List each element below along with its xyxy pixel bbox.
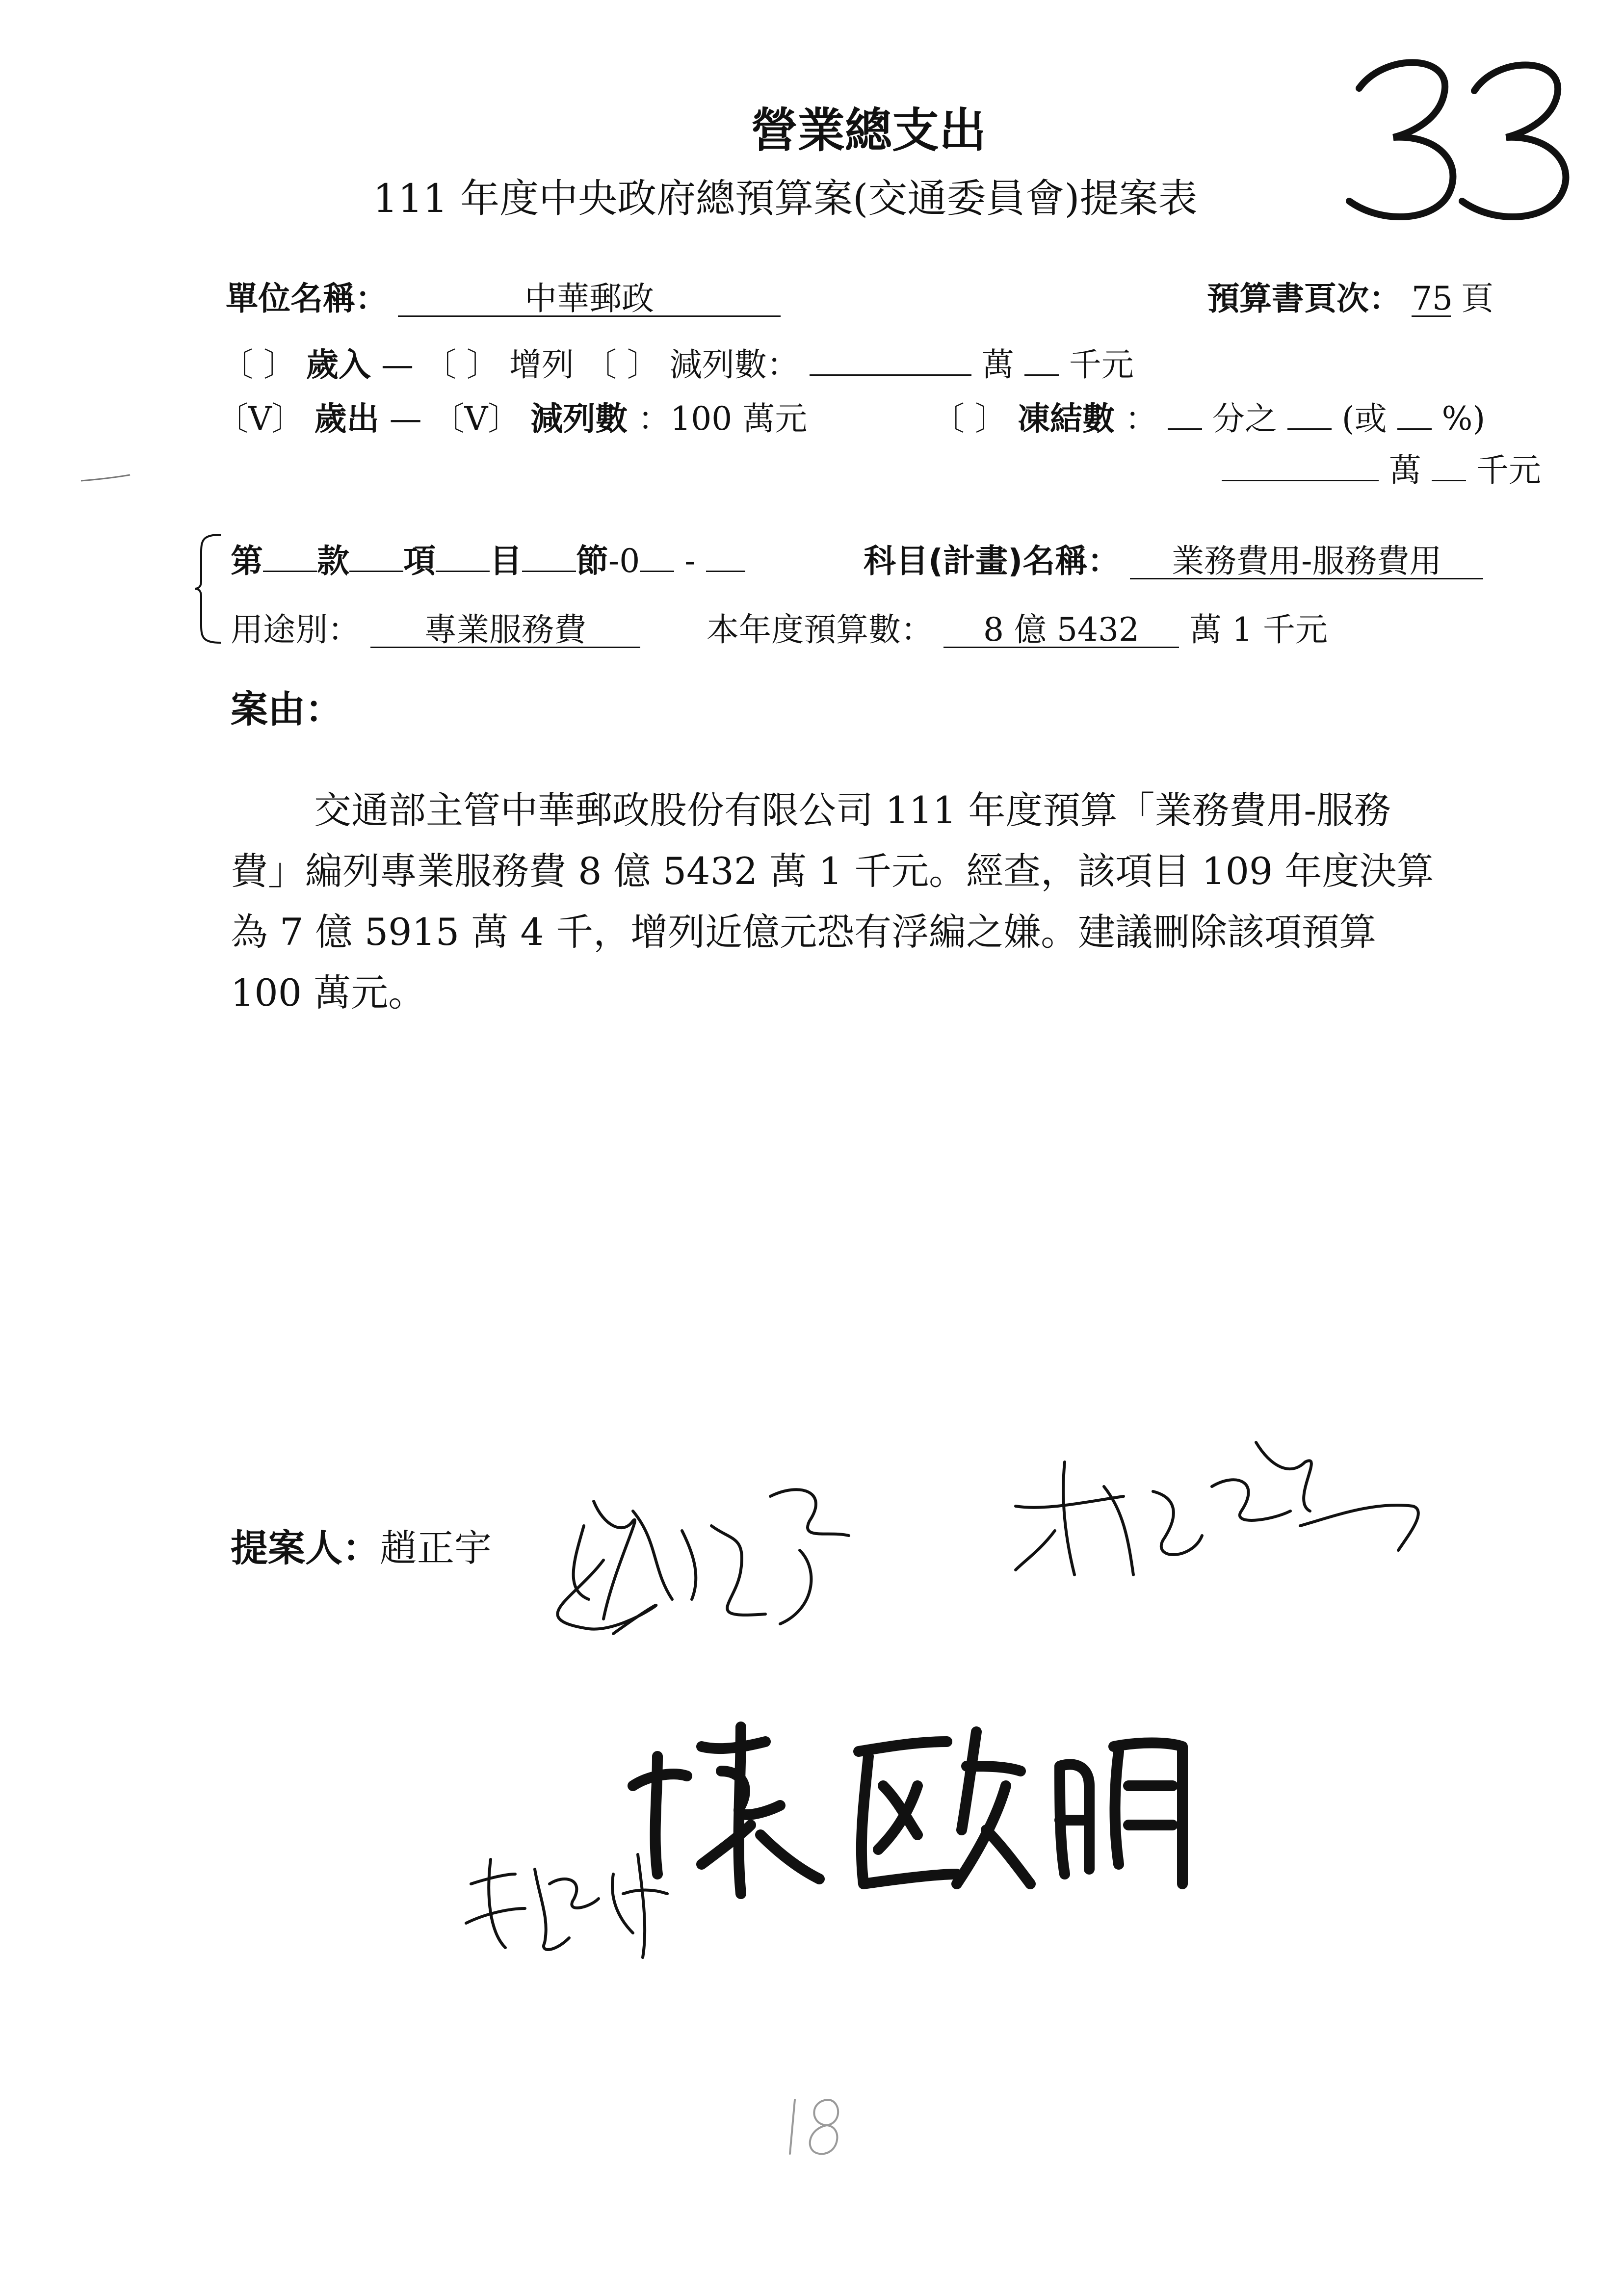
use-row [231, 603, 640, 650]
section-blank [263, 571, 317, 572]
subject-value: 業務費用-服務費用 [1130, 544, 1483, 579]
section-blank [706, 571, 745, 572]
freeze-colon: ： [1125, 400, 1157, 438]
reason-label: 案由： [231, 687, 342, 731]
income-decrease-label: 減列數： [669, 346, 799, 384]
income-increase-label: 增列 [509, 346, 574, 384]
income-row [221, 339, 1134, 385]
pencil-note [780, 2090, 849, 2164]
form-subtitle: 111 年度中央政府總預算案(交通委員會)提案表 [373, 176, 1198, 221]
section-tail: - [684, 542, 696, 580]
freeze-wan: 萬 [1388, 451, 1421, 489]
page-ref-suffix: 頁 [1461, 280, 1493, 317]
section-bracket [194, 532, 223, 645]
use-label: 用途別： [231, 611, 360, 649]
section-blank [436, 571, 490, 572]
budget-value: 8 億 5432 [943, 613, 1179, 648]
section-row [231, 535, 745, 581]
freeze-row-amount [1222, 444, 1541, 491]
income-qian-blank [1024, 374, 1059, 376]
section-blank [640, 571, 674, 572]
page-ref-value: 75 [1411, 280, 1453, 317]
section-blank [349, 571, 403, 572]
signature-4 [466, 1854, 667, 1957]
freeze-percent: %) [1441, 400, 1486, 438]
page-ref-label: 預算書頁次： [1207, 280, 1401, 317]
expense-checkbox: 〔V〕 [216, 400, 304, 438]
income-label: 歲入 [306, 346, 371, 384]
income-unit: 千元 [1069, 346, 1134, 384]
freeze-label: 凍結數 [1017, 400, 1115, 438]
budget-row [707, 603, 1328, 650]
freeze-qian-blank [1432, 480, 1466, 481]
expense-decrease-value: ：100 萬元 [638, 400, 808, 438]
freeze-checkbox: 〔 〕 [932, 400, 1007, 438]
use-value: 專業服務費 [370, 613, 640, 648]
reason-body [231, 780, 1438, 1023]
page-ref [1207, 272, 1493, 319]
unit-label: 單位名稱： [226, 280, 388, 317]
freeze-paren-open: (或 [1341, 400, 1387, 438]
freeze-unit: 千元 [1476, 451, 1541, 489]
expense-label: 歲出 [314, 400, 379, 438]
section-blank [522, 571, 576, 572]
proposer-label: 提案人： [231, 1526, 380, 1570]
freeze-fraction-blank [1168, 428, 1202, 430]
income-checkbox: 〔 〕 [221, 346, 296, 384]
income-amount-blank [810, 374, 971, 376]
unit-row [226, 272, 781, 319]
freeze-fraction-blank-2 [1287, 428, 1332, 430]
income-increase-checkbox: 〔 〕 [423, 346, 499, 384]
signature-3 [633, 1727, 1182, 1894]
section-jie-value: -0 [608, 542, 640, 580]
income-decrease-checkbox: 〔 〕 [584, 346, 659, 384]
expense-decrease-checkbox: 〔V〕 [432, 400, 521, 438]
section-xiang: 項 [403, 542, 436, 580]
subject-row [864, 535, 1483, 581]
expense-dash: — [389, 400, 422, 438]
freeze-percent-blank [1397, 428, 1432, 430]
freeze-row [932, 392, 1485, 439]
section-kuan: 款 [317, 542, 349, 580]
proposer-name: 趙正宇 [380, 1526, 492, 1570]
signature-1 [557, 1489, 849, 1634]
section-di: 第 [231, 542, 263, 580]
budget-suffix: 萬 1 千元 [1189, 611, 1328, 649]
section-jie: 節 [576, 542, 608, 580]
scan-mark [79, 471, 132, 486]
income-wan: 萬 [981, 346, 1014, 384]
signature-2 [1016, 1442, 1418, 1575]
reason-text: 交通部主管中華郵政股份有限公司 111 年度預算「業務費用-服務費」編列專業服務費 8 億 5432 萬 1 千元。經查，該項目 109 年度決算為 7 億 5915 萬 4 千，增列近億元恐有浮編之嫌。建議刪除該項預算 100 萬元。 [231, 788, 1434, 1015]
income-dash: — [381, 346, 414, 384]
freeze-fraction-text: 分之 [1212, 400, 1277, 438]
expense-decrease-label: 減列數 [530, 400, 628, 438]
subject-label: 科目(計畫)名稱： [864, 542, 1120, 580]
section-mu: 目 [490, 542, 522, 580]
form-title: 營業總支出 [751, 103, 986, 158]
handwritten-signatures [427, 1413, 1506, 2002]
freeze-wan-blank [1222, 480, 1379, 481]
unit-value: 中華郵政 [398, 282, 781, 317]
expense-row [216, 392, 807, 439]
budget-label: 本年度預算數： [707, 611, 933, 649]
handwritten-page-number [1339, 44, 1585, 231]
